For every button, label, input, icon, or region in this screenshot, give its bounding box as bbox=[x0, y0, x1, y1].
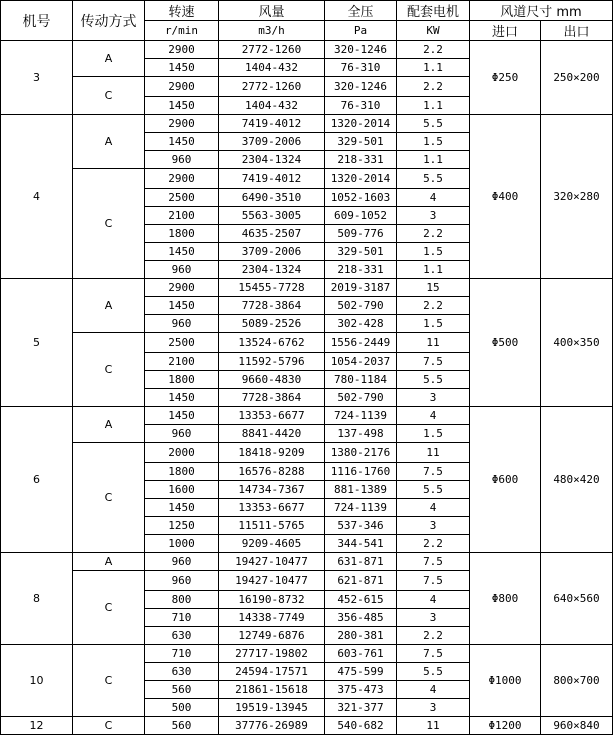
drive-type-cell: A bbox=[73, 279, 145, 333]
drive-type-cell: C bbox=[73, 645, 145, 717]
speed-cell: 960 bbox=[145, 425, 219, 443]
drive-type-cell: C bbox=[73, 333, 145, 407]
power-cell: 3 bbox=[397, 517, 470, 535]
pressure-cell: 502-790 bbox=[325, 297, 397, 315]
power-cell: 3 bbox=[397, 699, 470, 717]
pressure-cell: 881-1389 bbox=[325, 481, 397, 499]
pressure-cell: 320-1246 bbox=[325, 77, 397, 97]
power-cell: 5.5 bbox=[397, 169, 470, 189]
speed-cell: 630 bbox=[145, 663, 219, 681]
table-row bbox=[1, 553, 613, 571]
pressure-cell: 724-1139 bbox=[325, 407, 397, 425]
outlet-cell: 250×200 bbox=[541, 41, 613, 115]
speed-cell: 710 bbox=[145, 609, 219, 627]
outlet-cell: 320×280 bbox=[541, 115, 613, 279]
power-cell: 1.1 bbox=[397, 59, 470, 77]
speed-cell: 1450 bbox=[145, 389, 219, 407]
pressure-cell: 329-501 bbox=[325, 243, 397, 261]
model-cell: 3 bbox=[1, 41, 73, 115]
speed-cell: 2900 bbox=[145, 169, 219, 189]
power-cell: 2.2 bbox=[397, 535, 470, 553]
speed-cell: 960 bbox=[145, 261, 219, 279]
pressure-cell: 321-377 bbox=[325, 699, 397, 717]
speed-cell: 2500 bbox=[145, 333, 219, 353]
flow-cell: 11511-5765 bbox=[219, 517, 325, 535]
flow-cell: 19519-13945 bbox=[219, 699, 325, 717]
flow-cell: 4635-2507 bbox=[219, 225, 325, 243]
power-cell: 3 bbox=[397, 207, 470, 225]
pressure-cell: 537-346 bbox=[325, 517, 397, 535]
header-speed-unit: r/min bbox=[145, 21, 219, 41]
flow-cell: 7419-4012 bbox=[219, 169, 325, 189]
pressure-cell: 1116-1760 bbox=[325, 463, 397, 481]
power-cell: 4 bbox=[397, 407, 470, 425]
power-cell: 2.2 bbox=[397, 77, 470, 97]
speed-cell: 1450 bbox=[145, 407, 219, 425]
flow-cell: 13353-6677 bbox=[219, 499, 325, 517]
speed-cell: 2900 bbox=[145, 77, 219, 97]
flow-cell: 3709-2006 bbox=[219, 133, 325, 151]
pressure-cell: 2019-3187 bbox=[325, 279, 397, 297]
flow-cell: 27717-19802 bbox=[219, 645, 325, 663]
power-cell: 7.5 bbox=[397, 553, 470, 571]
pressure-cell: 621-871 bbox=[325, 571, 397, 591]
power-cell: 11 bbox=[397, 443, 470, 463]
power-cell: 1.5 bbox=[397, 133, 470, 151]
header-pressure-unit: Pa bbox=[325, 21, 397, 41]
table-row bbox=[1, 41, 613, 59]
power-cell: 1.5 bbox=[397, 315, 470, 333]
header-outlet: 出口 bbox=[541, 21, 613, 41]
header-inlet: 进口 bbox=[470, 21, 541, 41]
speed-cell: 1800 bbox=[145, 371, 219, 389]
speed-cell: 1600 bbox=[145, 481, 219, 499]
pressure-cell: 280-381 bbox=[325, 627, 397, 645]
flow-cell: 7728-3864 bbox=[219, 389, 325, 407]
header-duct: 风道尺寸 mm bbox=[470, 1, 613, 21]
power-cell: 15 bbox=[397, 279, 470, 297]
pressure-cell: 329-501 bbox=[325, 133, 397, 151]
model-cell: 6 bbox=[1, 407, 73, 553]
flow-cell: 1404-432 bbox=[219, 97, 325, 115]
flow-cell: 5089-2526 bbox=[219, 315, 325, 333]
power-cell: 2.2 bbox=[397, 297, 470, 315]
model-cell: 4 bbox=[1, 115, 73, 279]
model-cell: 5 bbox=[1, 279, 73, 407]
pressure-cell: 344-541 bbox=[325, 535, 397, 553]
pressure-cell: 76-310 bbox=[325, 59, 397, 77]
flow-cell: 2304-1324 bbox=[219, 151, 325, 169]
inlet-cell: Φ500 bbox=[470, 279, 541, 407]
speed-cell: 1000 bbox=[145, 535, 219, 553]
flow-cell: 2304-1324 bbox=[219, 261, 325, 279]
pressure-cell: 375-473 bbox=[325, 681, 397, 699]
pressure-cell: 218-331 bbox=[325, 151, 397, 169]
pressure-cell: 320-1246 bbox=[325, 41, 397, 59]
speed-cell: 960 bbox=[145, 553, 219, 571]
pressure-cell: 76-310 bbox=[325, 97, 397, 115]
speed-cell: 1800 bbox=[145, 463, 219, 481]
speed-cell: 1450 bbox=[145, 243, 219, 261]
table-header bbox=[1, 1, 613, 41]
speed-cell: 710 bbox=[145, 645, 219, 663]
speed-cell: 2100 bbox=[145, 207, 219, 225]
pressure-cell: 452-615 bbox=[325, 591, 397, 609]
flow-cell: 7419-4012 bbox=[219, 115, 325, 133]
table-row bbox=[1, 645, 613, 663]
pressure-cell: 1380-2176 bbox=[325, 443, 397, 463]
flow-cell: 37776-26989 bbox=[219, 717, 325, 735]
speed-cell: 1800 bbox=[145, 225, 219, 243]
table-row bbox=[1, 717, 613, 735]
speed-cell: 960 bbox=[145, 315, 219, 333]
header-motor: 配套电机 bbox=[397, 1, 470, 21]
pressure-cell: 475-599 bbox=[325, 663, 397, 681]
power-cell: 7.5 bbox=[397, 645, 470, 663]
table-row bbox=[1, 279, 613, 297]
speed-cell: 2900 bbox=[145, 41, 219, 59]
flow-cell: 19427-10477 bbox=[219, 553, 325, 571]
header-motor-unit: KW bbox=[397, 21, 470, 41]
flow-cell: 16190-8732 bbox=[219, 591, 325, 609]
flow-cell: 5563-3005 bbox=[219, 207, 325, 225]
flow-cell: 3709-2006 bbox=[219, 243, 325, 261]
pressure-cell: 1320-2014 bbox=[325, 115, 397, 133]
drive-type-cell: C bbox=[73, 717, 145, 735]
pressure-cell: 302-428 bbox=[325, 315, 397, 333]
power-cell: 3 bbox=[397, 609, 470, 627]
speed-cell: 2900 bbox=[145, 279, 219, 297]
drive-type-cell: A bbox=[73, 407, 145, 443]
power-cell: 1.1 bbox=[397, 97, 470, 115]
header-flow: 风量 bbox=[219, 1, 325, 21]
pressure-cell: 724-1139 bbox=[325, 499, 397, 517]
inlet-cell: Φ400 bbox=[470, 115, 541, 279]
flow-cell: 2772-1260 bbox=[219, 77, 325, 97]
flow-cell: 8841-4420 bbox=[219, 425, 325, 443]
model-cell: 8 bbox=[1, 553, 73, 645]
header-pressure: 全压 bbox=[325, 1, 397, 21]
drive-type-cell: A bbox=[73, 115, 145, 169]
pressure-cell: 218-331 bbox=[325, 261, 397, 279]
model-cell: 12 bbox=[1, 717, 73, 735]
pressure-cell: 1320-2014 bbox=[325, 169, 397, 189]
power-cell: 4 bbox=[397, 591, 470, 609]
speed-cell: 960 bbox=[145, 151, 219, 169]
flow-cell: 15455-7728 bbox=[219, 279, 325, 297]
flow-cell: 1404-432 bbox=[219, 59, 325, 77]
flow-cell: 16576-8288 bbox=[219, 463, 325, 481]
speed-cell: 960 bbox=[145, 571, 219, 591]
pressure-cell: 356-485 bbox=[325, 609, 397, 627]
pressure-cell: 540-682 bbox=[325, 717, 397, 735]
header-flow-unit: m3/h bbox=[219, 21, 325, 41]
speed-cell: 2500 bbox=[145, 189, 219, 207]
inlet-cell: Φ800 bbox=[470, 553, 541, 645]
pressure-cell: 137-498 bbox=[325, 425, 397, 443]
power-cell: 11 bbox=[397, 717, 470, 735]
power-cell: 7.5 bbox=[397, 463, 470, 481]
drive-type-cell: C bbox=[73, 169, 145, 279]
pressure-cell: 631-871 bbox=[325, 553, 397, 571]
outlet-cell: 960×840 bbox=[541, 717, 613, 735]
power-cell: 2.2 bbox=[397, 41, 470, 59]
drive-type-cell: C bbox=[73, 571, 145, 645]
pressure-cell: 509-776 bbox=[325, 225, 397, 243]
power-cell: 2.2 bbox=[397, 225, 470, 243]
speed-cell: 560 bbox=[145, 681, 219, 699]
power-cell: 4 bbox=[397, 499, 470, 517]
flow-cell: 14734-7367 bbox=[219, 481, 325, 499]
speed-cell: 500 bbox=[145, 699, 219, 717]
power-cell: 5.5 bbox=[397, 115, 470, 133]
speed-cell: 560 bbox=[145, 717, 219, 735]
pressure-cell: 1556-2449 bbox=[325, 333, 397, 353]
speed-cell: 2000 bbox=[145, 443, 219, 463]
flow-cell: 12749-6876 bbox=[219, 627, 325, 645]
power-cell: 3 bbox=[397, 389, 470, 407]
inlet-cell: Φ250 bbox=[470, 41, 541, 115]
speed-cell: 1450 bbox=[145, 59, 219, 77]
speed-cell: 1450 bbox=[145, 97, 219, 115]
pressure-cell: 1054-2037 bbox=[325, 353, 397, 371]
inlet-cell: Φ1000 bbox=[470, 645, 541, 717]
header-model: 机号 bbox=[1, 1, 73, 41]
pressure-cell: 1052-1603 bbox=[325, 189, 397, 207]
power-cell: 5.5 bbox=[397, 481, 470, 499]
speed-cell: 800 bbox=[145, 591, 219, 609]
speed-cell: 1450 bbox=[145, 133, 219, 151]
power-cell: 11 bbox=[397, 333, 470, 353]
pressure-cell: 502-790 bbox=[325, 389, 397, 407]
outlet-cell: 480×420 bbox=[541, 407, 613, 553]
flow-cell: 19427-10477 bbox=[219, 571, 325, 591]
flow-cell: 7728-3864 bbox=[219, 297, 325, 315]
table-body bbox=[1, 41, 613, 735]
model-cell: 10 bbox=[1, 645, 73, 717]
power-cell: 4 bbox=[397, 189, 470, 207]
drive-type-cell: C bbox=[73, 443, 145, 553]
flow-cell: 11592-5796 bbox=[219, 353, 325, 371]
pressure-cell: 603-761 bbox=[325, 645, 397, 663]
header-drive: 传动方式 bbox=[73, 1, 145, 41]
speed-cell: 630 bbox=[145, 627, 219, 645]
speed-cell: 1450 bbox=[145, 499, 219, 517]
header-speed: 转速 bbox=[145, 1, 219, 21]
outlet-cell: 400×350 bbox=[541, 279, 613, 407]
flow-cell: 6490-3510 bbox=[219, 189, 325, 207]
drive-type-cell: C bbox=[73, 77, 145, 115]
table-row bbox=[1, 115, 613, 133]
flow-cell: 13353-6677 bbox=[219, 407, 325, 425]
flow-cell: 21861-15618 bbox=[219, 681, 325, 699]
flow-cell: 9209-4605 bbox=[219, 535, 325, 553]
inlet-cell: Φ1200 bbox=[470, 717, 541, 735]
inlet-cell: Φ600 bbox=[470, 407, 541, 553]
power-cell: 7.5 bbox=[397, 571, 470, 591]
flow-cell: 13524-6762 bbox=[219, 333, 325, 353]
drive-type-cell: A bbox=[73, 41, 145, 77]
speed-cell: 1450 bbox=[145, 297, 219, 315]
table-row bbox=[1, 407, 613, 425]
power-cell: 1.5 bbox=[397, 243, 470, 261]
power-cell: 1.1 bbox=[397, 151, 470, 169]
flow-cell: 9660-4830 bbox=[219, 371, 325, 389]
outlet-cell: 800×700 bbox=[541, 645, 613, 717]
flow-cell: 14338-7749 bbox=[219, 609, 325, 627]
power-cell: 5.5 bbox=[397, 663, 470, 681]
power-cell: 2.2 bbox=[397, 627, 470, 645]
power-cell: 4 bbox=[397, 681, 470, 699]
flow-cell: 2772-1260 bbox=[219, 41, 325, 59]
speed-cell: 2100 bbox=[145, 353, 219, 371]
speed-cell: 2900 bbox=[145, 115, 219, 133]
flow-cell: 18418-9209 bbox=[219, 443, 325, 463]
power-cell: 1.1 bbox=[397, 261, 470, 279]
drive-type-cell: A bbox=[73, 553, 145, 571]
pressure-cell: 609-1052 bbox=[325, 207, 397, 225]
pressure-cell: 780-1184 bbox=[325, 371, 397, 389]
speed-cell: 1250 bbox=[145, 517, 219, 535]
power-cell: 5.5 bbox=[397, 371, 470, 389]
outlet-cell: 640×560 bbox=[541, 553, 613, 645]
power-cell: 1.5 bbox=[397, 425, 470, 443]
power-cell: 7.5 bbox=[397, 353, 470, 371]
flow-cell: 24594-17571 bbox=[219, 663, 325, 681]
